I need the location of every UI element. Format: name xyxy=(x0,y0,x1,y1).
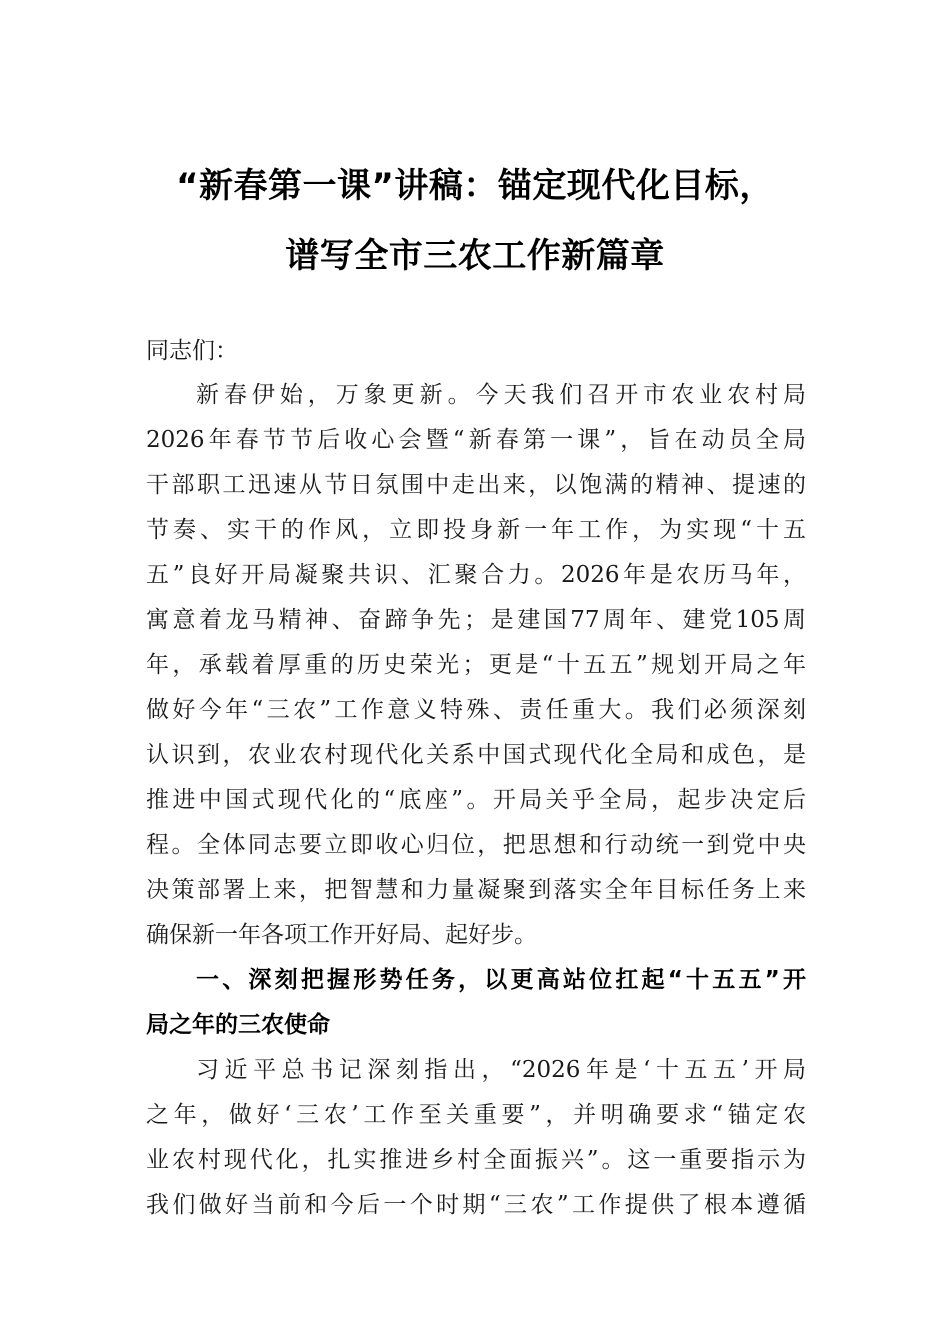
section-heading-1-line: 一、深刻把握形势任务，以更高站位扛起“十五五”开 xyxy=(196,967,806,993)
paragraph-1-line: 确保新一年各项工作开好局、起好步。 xyxy=(146,922,537,948)
paragraph-2-line: 业农村现代化，扎实推进乡村全面振兴”。这一重要指示为 xyxy=(146,1147,806,1173)
paragraph-1-line: 认识到，农业农村现代化关系中国式现代化全局和成色，是 xyxy=(146,742,806,768)
paragraph-2-line: 我们做好当前和今后一个时期“三农”工作提供了根本遵循 xyxy=(146,1192,806,1218)
paragraph-1-line: 干部职工迅速从节日氛围中走出来，以饱满的精神、提速的 xyxy=(146,472,806,498)
paragraph-1-line: 2026年春节节后收心会暨“新春第一课”，旨在动员全局 xyxy=(146,427,806,453)
paragraph-1-line: 节奏、实干的作风，立即投身新一年工作，为实现“十五 xyxy=(146,517,806,543)
paragraph-1-line: 寓意着龙马精神、奋蹄争先；是建国77周年、建党105周 xyxy=(146,607,806,633)
document-title-line-2: 谱写全市三农工作新篇章 xyxy=(285,236,665,276)
paragraph-1-line: 新春伊始，万象更新。今天我们召开市农业农村局 xyxy=(196,382,806,408)
paragraph-1-line: 五”良好开局凝聚共识、汇聚合力。2026年是农历马年， xyxy=(146,562,806,588)
paragraph-1-line: 年，承载着厚重的历史荣光；更是“十五五”规划开局之年 xyxy=(146,652,806,678)
document-title-line-1: “新春第一课”讲稿：锚定现代化目标， xyxy=(176,166,774,206)
paragraph-1-line: 决策部署上来，把智慧和力量凝聚到落实全年目标任务上来 xyxy=(146,877,806,903)
paragraph-1-line: 做好今年“三农”工作意义特殊、责任重大。我们必须深刻 xyxy=(146,697,806,723)
paragraph-1-line: 程。全体同志要立即收心归位，把思想和行动统一到党中央 xyxy=(146,832,806,858)
paragraph-1-line: 推进中国式现代化的“底座”。开局关乎全局，起步决定后 xyxy=(146,787,806,813)
section-heading-1-line: 局之年的三农使命 xyxy=(146,1012,330,1038)
salutation: 同志们： xyxy=(146,338,238,364)
paragraph-2-line: 之年，做好‘三农’工作至关重要”，并明确要求“锚定农 xyxy=(146,1102,806,1128)
paragraph-2-line: 习近平总书记深刻指出，“2026年是‘十五五’开局 xyxy=(196,1057,806,1083)
